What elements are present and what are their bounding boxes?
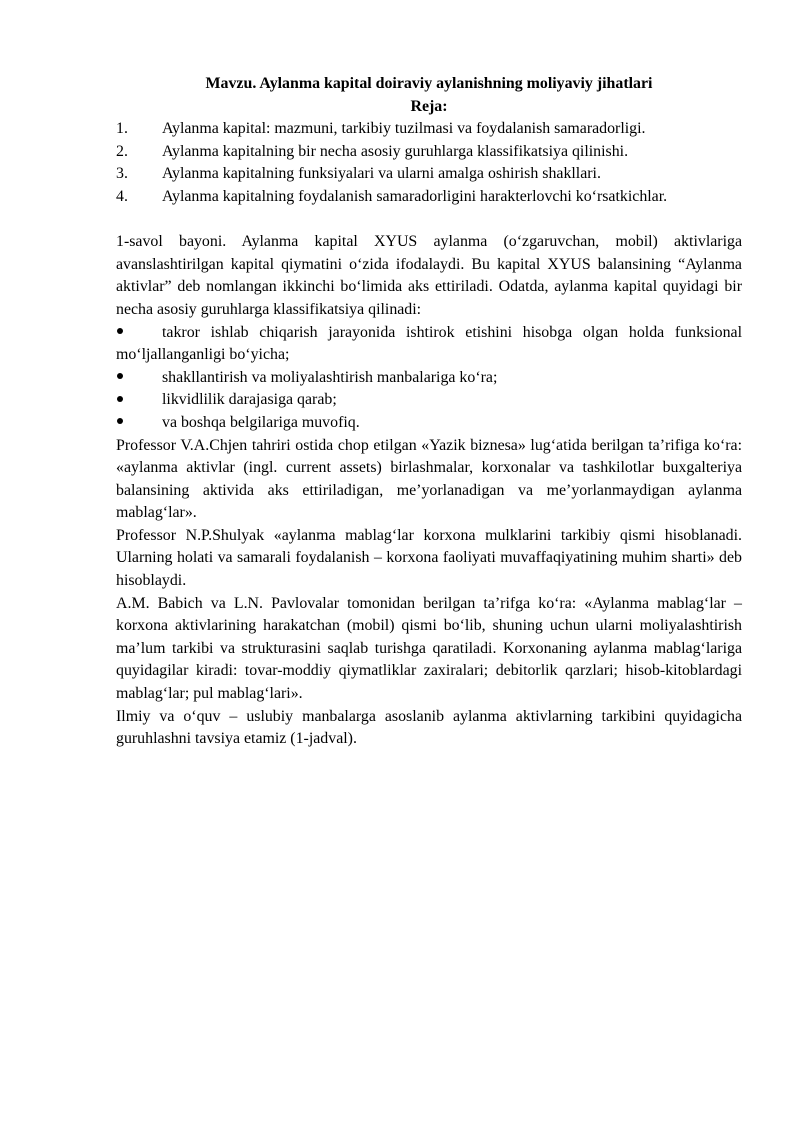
bullet-icon <box>116 322 162 345</box>
document-page <box>116 73 742 751</box>
plan-item <box>116 118 742 141</box>
plan-item-text: Aylanma kapitalning foydalanish samaradorligini harakterlovchi ko‘rsatkichlar. <box>162 187 668 205</box>
bullet-icon <box>116 367 162 390</box>
intro-paragraph: 1-savol bayoni. Aylanma kapital XYUS aylanma (o‘zgaruvchan, mobil) aktivlariga avanslashtirilgan kapital qiymatini o‘zida ifodalaydi. Bu kapital XYUS balansining “Aylanma aktivlar” deb nomlangan ikkinchi bo‘limida aks ettiriladi. Odatda, aylanma kapital quyidagi bir necha asosiy guruhlarga klassifikatsiya qilinadi: <box>116 233 742 318</box>
plan-list <box>116 118 742 208</box>
body-paragraph: A.M. Babich va L.N. Pavlovalar tomonidan berilgan ta’rifga ko‘ra: «Aylanma mablag‘lar – korxona aktivlarining harakatchan (mobil) qismi bo‘lib, shuning uchun ularni moliyalashtirish ma’lum tarkibi va strukturasini saqlab turishga qaratiladi. Korxonaning aylanma mablag‘lariga quyidagilar kiradi: tovar-moddiy qiymatliklar zaxiralari; debitorlik qarzlari; hisob-kitoblardagi mablag‘lar; pul mablag‘lari». <box>116 594 742 703</box>
plan-item-number: 2. <box>116 142 128 160</box>
plan-item <box>116 141 742 164</box>
plan-item-number: 3. <box>116 165 128 183</box>
body-paragraph: Professor V.A.Chjen tahriri ostida chop etilgan «Yazik biznesa» lug‘atida berilgan ta’rifiga ko‘ra: «aylanma aktivlar (ingl. current assets) birlashmalar, korxonalar va tashkilotlar buxgalteriya balansining aktivida aks ettiriladigan, me’yorlanadigan va me’yorlanmaydigan aylanma mablag‘lar». <box>116 436 742 522</box>
bullet-icon <box>116 389 162 412</box>
bullet-text: shakllantirish va moliyalashtirish manbalariga ko‘ra; <box>162 368 498 386</box>
body-paragraph: Ilmiy va o‘quv – uslubiy manbalarga asoslanib aylanma aktivlarning tarkibini quyidagicha guruhlashni tavsiya etamiz (1-jadval). <box>116 707 742 748</box>
bullet-text: va boshqa belgilariga muvofiq. <box>162 413 360 431</box>
plan-item <box>116 186 742 209</box>
document-title: Mavzu. Aylanma kapital doiraviy aylanishning moliyaviy jihatlari <box>205 75 653 92</box>
plan-item-text: Aylanma kapitalning funksiyalari va ularni amalga oshirish shakllari. <box>162 165 601 183</box>
bullet-text: takror ishlab chiqarish jarayonida ishtirok etishini hisobga olgan holda funksional mo‘ljallanganligi bo‘yicha; <box>116 323 742 364</box>
body-paragraph: Professor N.P.Shulyak «aylanma mablag‘lar korxona mulklarini tarkibiy qismi hisoblanadi. Ularning holati va samarali foydalanish – korxona faoliyati muvaffaqiyatining muhim sharti» deb hisoblaydi. <box>116 526 742 590</box>
plan-item-number: 4. <box>116 187 128 205</box>
bullet-item <box>116 322 742 367</box>
plan-item-text: Aylanma kapitalning bir necha asosiy guruhlarga klassifikatsiya qilinishi. <box>162 142 629 160</box>
blank-line <box>116 209 742 232</box>
plan-item <box>116 163 742 186</box>
plan-item-text: Aylanma kapital: mazmuni, tarkibiy tuzilmasi va foydalanish samaradorligi. <box>162 120 646 138</box>
bullet-text: likvidlilik darajasiga qarab; <box>162 391 337 409</box>
bullet-item <box>116 367 742 390</box>
plan-item-number: 1. <box>116 120 128 138</box>
bullet-icon <box>116 412 162 435</box>
bullet-item <box>116 389 742 412</box>
plan-heading: Reja: <box>410 97 448 115</box>
bullet-item <box>116 412 742 435</box>
bullet-list <box>116 322 742 435</box>
